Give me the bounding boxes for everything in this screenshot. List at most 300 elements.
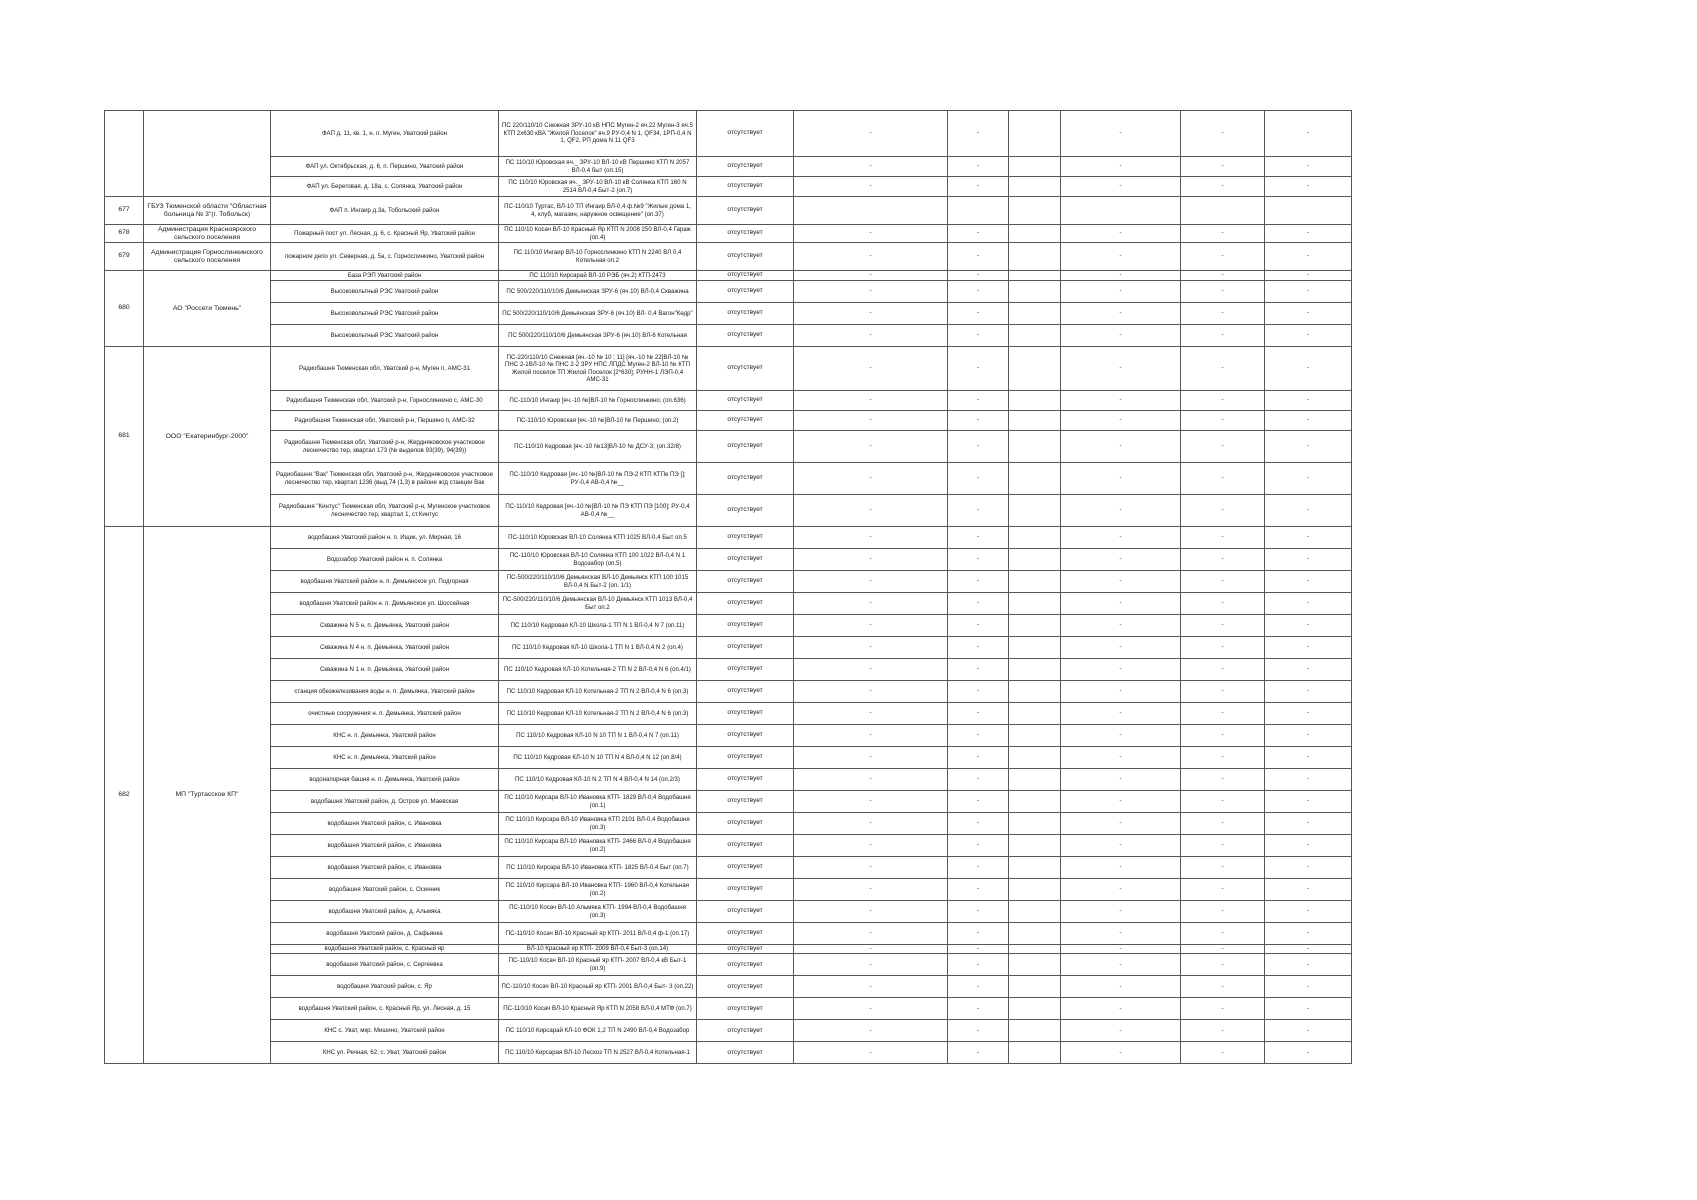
dash-cell: -: [1265, 111, 1352, 157]
dash-cell: -: [1061, 769, 1181, 791]
object-address: ФАП ул. Береговая, д. 18а, с. Солянка, Уватский район: [271, 177, 499, 197]
empty-cell: [1009, 243, 1061, 271]
dash-cell: -: [948, 111, 1009, 157]
empty-cell: [1009, 1042, 1061, 1064]
object-address: Скважина N 4 н. п. Демьянка, Уватский район: [271, 637, 499, 659]
table-row: [105, 703, 1352, 725]
dash-cell: -: [948, 791, 1009, 813]
table-row: [105, 725, 1352, 747]
status-cell: отсутствует: [697, 1020, 794, 1042]
dash-cell: -: [1265, 571, 1352, 593]
dash-cell: -: [948, 157, 1009, 177]
dash-cell: -: [794, 549, 948, 571]
dash-cell: -: [794, 835, 948, 857]
power-source: ПС-500/220/110/10/6 Демьянская ВЛ-10 Демьянск КТП 100 1015 ВЛ-0,4 N Быт-2 (оп. 1/1): [499, 571, 697, 593]
dash-cell: -: [948, 527, 1009, 549]
power-source: ПС 110/10 Кедровая КЛ-10 Котельная-2 ТП N 2 ВЛ-0,4 N 6 (оп.3): [499, 703, 697, 725]
empty-cell: [1009, 901, 1061, 923]
object-address: водонапорная башня н. п. Демьянка, Уватский район: [271, 769, 499, 791]
dash-cell: -: [1181, 615, 1265, 637]
dash-cell: -: [948, 347, 1009, 391]
object-address: водобашня Уватский район, с. Осинник: [271, 879, 499, 901]
dash-cell: -: [1061, 225, 1181, 243]
row-number: [105, 111, 144, 197]
power-source: ПС-110/10 Юровская ВЛ-10 Солянка КТП 1025 ВЛ-0,4 Быт оп.5: [499, 527, 697, 549]
dash-cell: -: [948, 243, 1009, 271]
dash-cell: -: [1265, 303, 1352, 325]
status-cell: отсутствует: [697, 593, 794, 615]
status-cell: отсутствует: [697, 495, 794, 527]
dash-cell: -: [1265, 527, 1352, 549]
empty-cell: [1009, 549, 1061, 571]
table-row: [105, 1020, 1352, 1042]
status-cell: отсутствует: [697, 615, 794, 637]
organization-name: [144, 111, 271, 197]
dash-cell: -: [948, 954, 1009, 976]
dash-cell: -: [1181, 879, 1265, 901]
table-row: [105, 243, 1352, 271]
dash-cell: -: [794, 347, 948, 391]
dash-cell: -: [948, 769, 1009, 791]
object-address: Скважина N 1 н. п. Демьянка, Уватский район: [271, 659, 499, 681]
power-source: ПС 110/10 Косач ВЛ-10 Красный Яр КТП N 2008 250 ВЛ-0,4 Гараж (оп.4): [499, 225, 697, 243]
power-source: ПС-110/10 Косач ВЛ-10 Красный яр КТП- 2007 ВЛ-0,4 кВ Быт-1 (оп.9): [499, 954, 697, 976]
dash-cell: -: [948, 879, 1009, 901]
dash-cell: -: [1181, 976, 1265, 998]
table-row: [105, 901, 1352, 923]
dash-cell: -: [794, 681, 948, 703]
status-cell: отсутствует: [697, 976, 794, 998]
dash-cell: -: [794, 303, 948, 325]
empty-cell: [1009, 945, 1061, 954]
empty-cell: [1009, 681, 1061, 703]
status-cell: отсутствует: [697, 157, 794, 177]
empty-cell: [1009, 769, 1061, 791]
status-cell: отсутствует: [697, 813, 794, 835]
dash-cell: -: [948, 923, 1009, 945]
dash-cell: -: [1265, 747, 1352, 769]
dash-cell: -: [948, 593, 1009, 615]
dash-cell: -: [1265, 243, 1352, 271]
dash-cell: -: [1061, 998, 1181, 1020]
dash-cell: -: [1061, 243, 1181, 271]
status-cell: отсутствует: [697, 1042, 794, 1064]
dash-cell: -: [794, 593, 948, 615]
power-source: ПС 110/10 Кедровая КЛ-10 Котельная-2 ТП N 2 ВЛ-0,4 N 6 (оп.3): [499, 681, 697, 703]
dash-cell: -: [1181, 495, 1265, 527]
table-row: [105, 813, 1352, 835]
power-source: ПС 110/10 Кедровая КЛ-10 Школа-1 ТП N 1 ВЛ-0,4 N 7 (оп.11): [499, 615, 697, 637]
row-number: 681: [105, 347, 144, 527]
status-cell: отсутствует: [697, 901, 794, 923]
dash-cell: -: [1181, 813, 1265, 835]
table-row: [105, 549, 1352, 571]
dash-cell: [794, 197, 948, 225]
status-cell: отсутствует: [697, 857, 794, 879]
dash-cell: -: [1181, 725, 1265, 747]
power-source: ПС 110/10 Кирсара ВЛ-10 Ивановка КТП- 1825 ВЛ-0,4 Быт (оп.7): [499, 857, 697, 879]
object-address: водобашня Уватский район н. п. Демьянское ул. Подгорная: [271, 571, 499, 593]
status-cell: отсутствует: [697, 243, 794, 271]
dash-cell: -: [1265, 835, 1352, 857]
dash-cell: -: [1181, 593, 1265, 615]
dash-cell: -: [794, 976, 948, 998]
dash-cell: -: [1181, 998, 1265, 1020]
dash-cell: -: [948, 1042, 1009, 1064]
dash-cell: -: [1181, 463, 1265, 495]
status-cell: отсутствует: [697, 527, 794, 549]
dash-cell: -: [1061, 431, 1181, 463]
row-number: 682: [105, 527, 144, 1064]
power-source: ПС-110/10 Косач ВЛ-10 Красный Яр КТП N 2058 ВЛ-0,4 МТФ (оп.7): [499, 998, 697, 1020]
table-row: [105, 747, 1352, 769]
dash-cell: -: [1061, 954, 1181, 976]
power-source: ПС-110/10 Кедровая [яч.-10 №]ВЛ-10 № ПЭ КТП ПЭ [100]; РУ-0,4 АВ-0,4 №__: [499, 495, 697, 527]
dash-cell: -: [1061, 495, 1181, 527]
dash-cell: [1061, 197, 1181, 225]
dash-cell: -: [948, 281, 1009, 303]
dash-cell: -: [794, 725, 948, 747]
dash-cell: -: [1181, 791, 1265, 813]
empty-cell: [1009, 857, 1061, 879]
dash-cell: -: [1181, 945, 1265, 954]
object-address: ФАП д. 11, кв. 1, н. п. Муген, Уватский район: [271, 111, 499, 157]
power-source: ПС-110/10 Кедровая [яч.-10 №]ВЛ-10 № ПЭ-2 КТП КТПе ПЭ []; РУ-0,4 АВ-0,4 №__: [499, 463, 697, 495]
table-row: [105, 976, 1352, 998]
dash-cell: -: [1265, 813, 1352, 835]
status-cell: отсутствует: [697, 347, 794, 391]
power-source: ВЛ-10 Красный яр КТП- 2009 ВЛ-0,4 Быт-3 (оп.14): [499, 945, 697, 954]
dash-cell: -: [948, 571, 1009, 593]
dash-cell: -: [1181, 431, 1265, 463]
table-row: [105, 157, 1352, 177]
dash-cell: -: [948, 1020, 1009, 1042]
object-address: КНС с. Уват, мкр. Мишино, Уватский район: [271, 1020, 499, 1042]
dash-cell: -: [1265, 549, 1352, 571]
table-row: [105, 111, 1352, 157]
table-row: [105, 225, 1352, 243]
dash-cell: -: [1265, 659, 1352, 681]
dash-cell: -: [1265, 681, 1352, 703]
dash-cell: -: [1061, 271, 1181, 281]
dash-cell: -: [1061, 571, 1181, 593]
empty-cell: [1009, 791, 1061, 813]
dash-cell: -: [1181, 901, 1265, 923]
dash-cell: -: [1181, 177, 1265, 197]
dash-cell: -: [1265, 463, 1352, 495]
dash-cell: -: [1061, 879, 1181, 901]
dash-cell: -: [1061, 901, 1181, 923]
dash-cell: -: [1061, 703, 1181, 725]
empty-cell: [1009, 703, 1061, 725]
object-address: КНС ул. Речная, 62, с. Уват, Уватский район: [271, 1042, 499, 1064]
organization-name: Администрация Горнослинкинского сельского поселения: [144, 243, 271, 271]
status-cell: отсутствует: [697, 681, 794, 703]
object-address: Высоковольтный РЭС Уватский район: [271, 303, 499, 325]
dash-cell: -: [1061, 945, 1181, 954]
table-row: [105, 303, 1352, 325]
dash-cell: -: [794, 431, 948, 463]
row-number: 679: [105, 243, 144, 271]
dash-cell: -: [1181, 271, 1265, 281]
dash-cell: -: [1061, 857, 1181, 879]
dash-cell: -: [1061, 391, 1181, 411]
dash-cell: -: [1265, 769, 1352, 791]
status-cell: отсутствует: [697, 571, 794, 593]
dash-cell: -: [1265, 703, 1352, 725]
power-source: ПС-110/10 Ингаир [яч.-10 №]ВЛ-10 № Горнослинкино; (оп.636): [499, 391, 697, 411]
object-address: водобашня Уватский район, с. Ивановка: [271, 813, 499, 835]
power-source: ПС-220/110/10 Снежная [яч.-10 № 10 ; 11] [яч.-10 № 22]ВЛ-10 № ПНС 2-1ВЛ-10 № ПНС 2-2 ЗРУ НПС ЛПДС Муген-2 ВЛ-10 № КТП Жилой поселок ТП Жилой Поселок [2*630]; РУНН-1 ЛЭП-0,4 АМС-31: [499, 347, 697, 391]
dash-cell: -: [1265, 593, 1352, 615]
table-row: [105, 835, 1352, 857]
table-row: [105, 615, 1352, 637]
dash-cell: -: [794, 495, 948, 527]
object-address: водобашня Уватский район, д. Остров ул. Маевская: [271, 791, 499, 813]
empty-cell: [1009, 1020, 1061, 1042]
empty-cell: [1009, 463, 1061, 495]
object-address: ФАП ул. Октябрьская, д. 6, п. Першино, Уватский район: [271, 157, 499, 177]
empty-cell: [1009, 177, 1061, 197]
object-address: Радиобашня Тюменская обл, Уватский р-н, Горнослинкино с, АМС-30: [271, 391, 499, 411]
dash-cell: -: [1265, 431, 1352, 463]
object-address: Высоковольтный РЭС Уватский район: [271, 325, 499, 347]
power-source: ПС 110/10 Кедровая КЛ-10 Школа-1 ТП N 1 ВЛ-0,4 N 2 (оп.4): [499, 637, 697, 659]
empty-cell: [1009, 411, 1061, 431]
dash-cell: -: [1181, 347, 1265, 391]
dash-cell: -: [1265, 879, 1352, 901]
object-address: Высоковольтный РЭС Уватский район: [271, 281, 499, 303]
dash-cell: -: [1265, 1042, 1352, 1064]
dash-cell: -: [794, 571, 948, 593]
power-source: ПС 110/10 Кедровая КЛ-10 N 10 ТП N 4 ВЛ-0,4 N 12 (оп.8/4): [499, 747, 697, 769]
dash-cell: -: [1181, 747, 1265, 769]
status-cell: отсутствует: [697, 549, 794, 571]
dash-cell: -: [1265, 954, 1352, 976]
table-row: [105, 271, 1352, 281]
status-cell: отсутствует: [697, 923, 794, 945]
table-row: [105, 769, 1352, 791]
power-source: ПС 110/10 Ингаир ВЛ-10 Горнослинкино КТП N 2240 ВЛ 0,4 Котельная оп.2: [499, 243, 697, 271]
dash-cell: -: [948, 945, 1009, 954]
power-source: ПС-110/10 Косач ВЛ-10 Красный яр КТП- 2001 ВЛ-0,4 Быт- 3 (оп.22): [499, 976, 697, 998]
dash-cell: -: [1181, 835, 1265, 857]
dash-cell: -: [948, 463, 1009, 495]
dash-cell: -: [948, 725, 1009, 747]
dash-cell: -: [1181, 243, 1265, 271]
dash-cell: -: [1061, 923, 1181, 945]
empty-cell: [1009, 593, 1061, 615]
dash-cell: -: [1181, 549, 1265, 571]
dash-cell: -: [794, 243, 948, 271]
empty-cell: [1009, 325, 1061, 347]
power-source: ПС 110/10 Кирсара ВЛ-10 Ивановка КТП- 2466 ВЛ-0,4 Водобашня (оп.2): [499, 835, 697, 857]
object-address: Радиобашня Тюменская обл, Уватский р-н, Першино п, АМС-32: [271, 411, 499, 431]
power-source: ПС 500/220/110/10/6 Демьянская ЗРУ-6 (яч.10) ВЛ-0,4 Скважина: [499, 281, 697, 303]
status-cell: отсутствует: [697, 747, 794, 769]
dash-cell: -: [1181, 303, 1265, 325]
object-address: водобашня Уватский район, с. Яр: [271, 976, 499, 998]
empty-cell: [1009, 197, 1061, 225]
table-row: [105, 411, 1352, 431]
object-address: водобашня Уватский район, д. Сафьянка: [271, 923, 499, 945]
dash-cell: -: [1061, 976, 1181, 998]
dash-cell: -: [948, 681, 1009, 703]
dash-cell: -: [794, 637, 948, 659]
dash-cell: -: [794, 1020, 948, 1042]
dash-cell: -: [948, 303, 1009, 325]
dash-cell: -: [1181, 281, 1265, 303]
organization-name: АО "Россети Тюмень": [144, 271, 271, 347]
dash-cell: -: [794, 177, 948, 197]
table-row: [105, 857, 1352, 879]
dash-cell: -: [1265, 791, 1352, 813]
dash-cell: -: [948, 835, 1009, 857]
object-address: Радиобашня "Вак" Тюменская обл, Уватский р-н, Жердняковское участковое лесничество тер, квартал 1236 (выд.74 (1,3) в районе ж/д станции Вак: [271, 463, 499, 495]
object-address: водобашня Уватский район н. п. Ищик, ул. Мирная, 16: [271, 527, 499, 549]
dash-cell: [948, 197, 1009, 225]
dash-cell: -: [1265, 177, 1352, 197]
empty-cell: [1009, 303, 1061, 325]
dash-cell: -: [1265, 281, 1352, 303]
dash-cell: -: [794, 879, 948, 901]
dash-cell: -: [1061, 637, 1181, 659]
dash-cell: -: [1265, 945, 1352, 954]
status-cell: отсутствует: [697, 411, 794, 431]
dash-cell: -: [1061, 615, 1181, 637]
status-cell: отсутствует: [697, 725, 794, 747]
empty-cell: [1009, 495, 1061, 527]
empty-cell: [1009, 281, 1061, 303]
object-address: водобашня Уватский район, д. Альмяка: [271, 901, 499, 923]
empty-cell: [1009, 571, 1061, 593]
dash-cell: -: [1181, 225, 1265, 243]
empty-cell: [1009, 637, 1061, 659]
status-cell: отсутствует: [697, 703, 794, 725]
dash-cell: -: [948, 177, 1009, 197]
empty-cell: [1009, 271, 1061, 281]
table-row: [105, 325, 1352, 347]
empty-cell: [1009, 954, 1061, 976]
empty-cell: [1009, 157, 1061, 177]
dash-cell: -: [1061, 813, 1181, 835]
dash-cell: -: [948, 549, 1009, 571]
status-cell: отсутствует: [697, 391, 794, 411]
power-source: ПС-110/10 Юровская ВЛ-10 Солянка КТП 100 1022 ВЛ-0,4 N 1 Водозабор (оп.5): [499, 549, 697, 571]
dash-cell: -: [1181, 1042, 1265, 1064]
table-row: [105, 495, 1352, 527]
dash-cell: -: [948, 615, 1009, 637]
status-cell: отсутствует: [697, 835, 794, 857]
power-source: ПС 110/10 Юровская яч._ ЗРУ-10 ВЛ-10 кВ Першино КТП N 2057 ВЛ-0,4 быт (оп.15): [499, 157, 697, 177]
dash-cell: -: [1265, 347, 1352, 391]
organization-name: ГБУЗ Тюменской области "Областная больница № 3"(г. Тобольск): [144, 197, 271, 225]
empty-cell: [1009, 725, 1061, 747]
dash-cell: -: [794, 527, 948, 549]
object-address: Радиобашня "Кинтус" Тюменская обл, Уватский р-н, Мугенское участковое лесничество тер, квартал 1, ст.Кинтус: [271, 495, 499, 527]
dash-cell: -: [1265, 615, 1352, 637]
dash-cell: -: [1265, 976, 1352, 998]
dash-cell: -: [948, 431, 1009, 463]
table-row: [105, 945, 1352, 954]
status-cell: отсутствует: [697, 431, 794, 463]
dash-cell: -: [1181, 571, 1265, 593]
table-row: [105, 791, 1352, 813]
table-row: [105, 998, 1352, 1020]
dash-cell: -: [1061, 681, 1181, 703]
power-source: ПС 110/10 Кирсарай КЛ-10 ФОК 1,2 ТП N 2490 ВЛ-0,4 Водозабор: [499, 1020, 697, 1042]
table-row: [105, 954, 1352, 976]
table-row: [105, 527, 1352, 549]
dash-cell: -: [1061, 549, 1181, 571]
power-source: ПС-110/10 Косач ВЛ-10 Альмяка КТП- 1994 ВЛ-0,4 Водобашня (оп.3): [499, 901, 697, 923]
dash-cell: -: [1181, 1020, 1265, 1042]
dash-cell: -: [948, 495, 1009, 527]
empty-cell: [1009, 615, 1061, 637]
power-source: ПС 110/10 Кирсара ВЛ-10 Ивановка КТП- 1829 ВЛ-0,4 Водобашня (оп.1): [499, 791, 697, 813]
dash-cell: -: [1181, 411, 1265, 431]
dash-cell: -: [1181, 325, 1265, 347]
dash-cell: -: [794, 791, 948, 813]
table-row: [105, 571, 1352, 593]
table-row: [105, 177, 1352, 197]
empty-cell: [1009, 111, 1061, 157]
status-cell: отсутствует: [697, 637, 794, 659]
dash-cell: -: [794, 813, 948, 835]
status-cell: отсутствует: [697, 463, 794, 495]
dash-cell: -: [1061, 157, 1181, 177]
object-address: КНС н. п. Демьянка, Уватский район: [271, 747, 499, 769]
object-address: водобашня Уватский район, с. Красный яр: [271, 945, 499, 954]
dash-cell: -: [1181, 111, 1265, 157]
object-address: Скважина N 5 н. п. Демьянка, Уватский район: [271, 615, 499, 637]
dash-cell: -: [1265, 923, 1352, 945]
dash-cell: -: [1061, 463, 1181, 495]
empty-cell: [1009, 391, 1061, 411]
dash-cell: -: [1265, 325, 1352, 347]
table-row: [105, 659, 1352, 681]
empty-cell: [1009, 835, 1061, 857]
empty-cell: [1009, 879, 1061, 901]
dash-cell: -: [1265, 225, 1352, 243]
table-row: [105, 879, 1352, 901]
dash-cell: -: [1061, 791, 1181, 813]
organization-name: Администрация Красноярского сельского поселения: [144, 225, 271, 243]
power-source: ПС-500/220/110/10/6 Демьянская ВЛ-10 Демьянск КТП 1013 ВЛ-0,4 Быт оп.2: [499, 593, 697, 615]
dash-cell: -: [1265, 901, 1352, 923]
dash-cell: -: [1181, 637, 1265, 659]
dash-cell: -: [1061, 347, 1181, 391]
dash-cell: -: [948, 637, 1009, 659]
dash-cell: -: [1061, 281, 1181, 303]
dash-cell: -: [794, 615, 948, 637]
dash-cell: -: [794, 271, 948, 281]
object-address: Радиобашня Тюменская обл, Уватский р-н, Муген п, АМС-31: [271, 347, 499, 391]
object-address: водобашня Уватский район н. п. Демьянское ул. Шоссейная: [271, 593, 499, 615]
dash-cell: -: [1061, 527, 1181, 549]
dash-cell: -: [948, 659, 1009, 681]
power-source: ПС-110/10 Туртас, ВЛ-10 ТП Ингаир ВЛ-0,4 ф.№9 "Жилые дома 1, 4, клуб, магазин, наружное освещение" (оп.37): [499, 197, 697, 225]
status-cell: отсутствует: [697, 197, 794, 225]
table-row: [105, 593, 1352, 615]
table-row: [105, 681, 1352, 703]
organization-name: ООО "Екатеринбург-2000": [144, 347, 271, 527]
dash-cell: -: [1181, 857, 1265, 879]
object-address: водобашня Уватский район, с. Красный Яр, ул. Лесная, д. 15: [271, 998, 499, 1020]
dash-cell: -: [1061, 325, 1181, 347]
dash-cell: -: [794, 923, 948, 945]
dash-cell: -: [794, 703, 948, 725]
